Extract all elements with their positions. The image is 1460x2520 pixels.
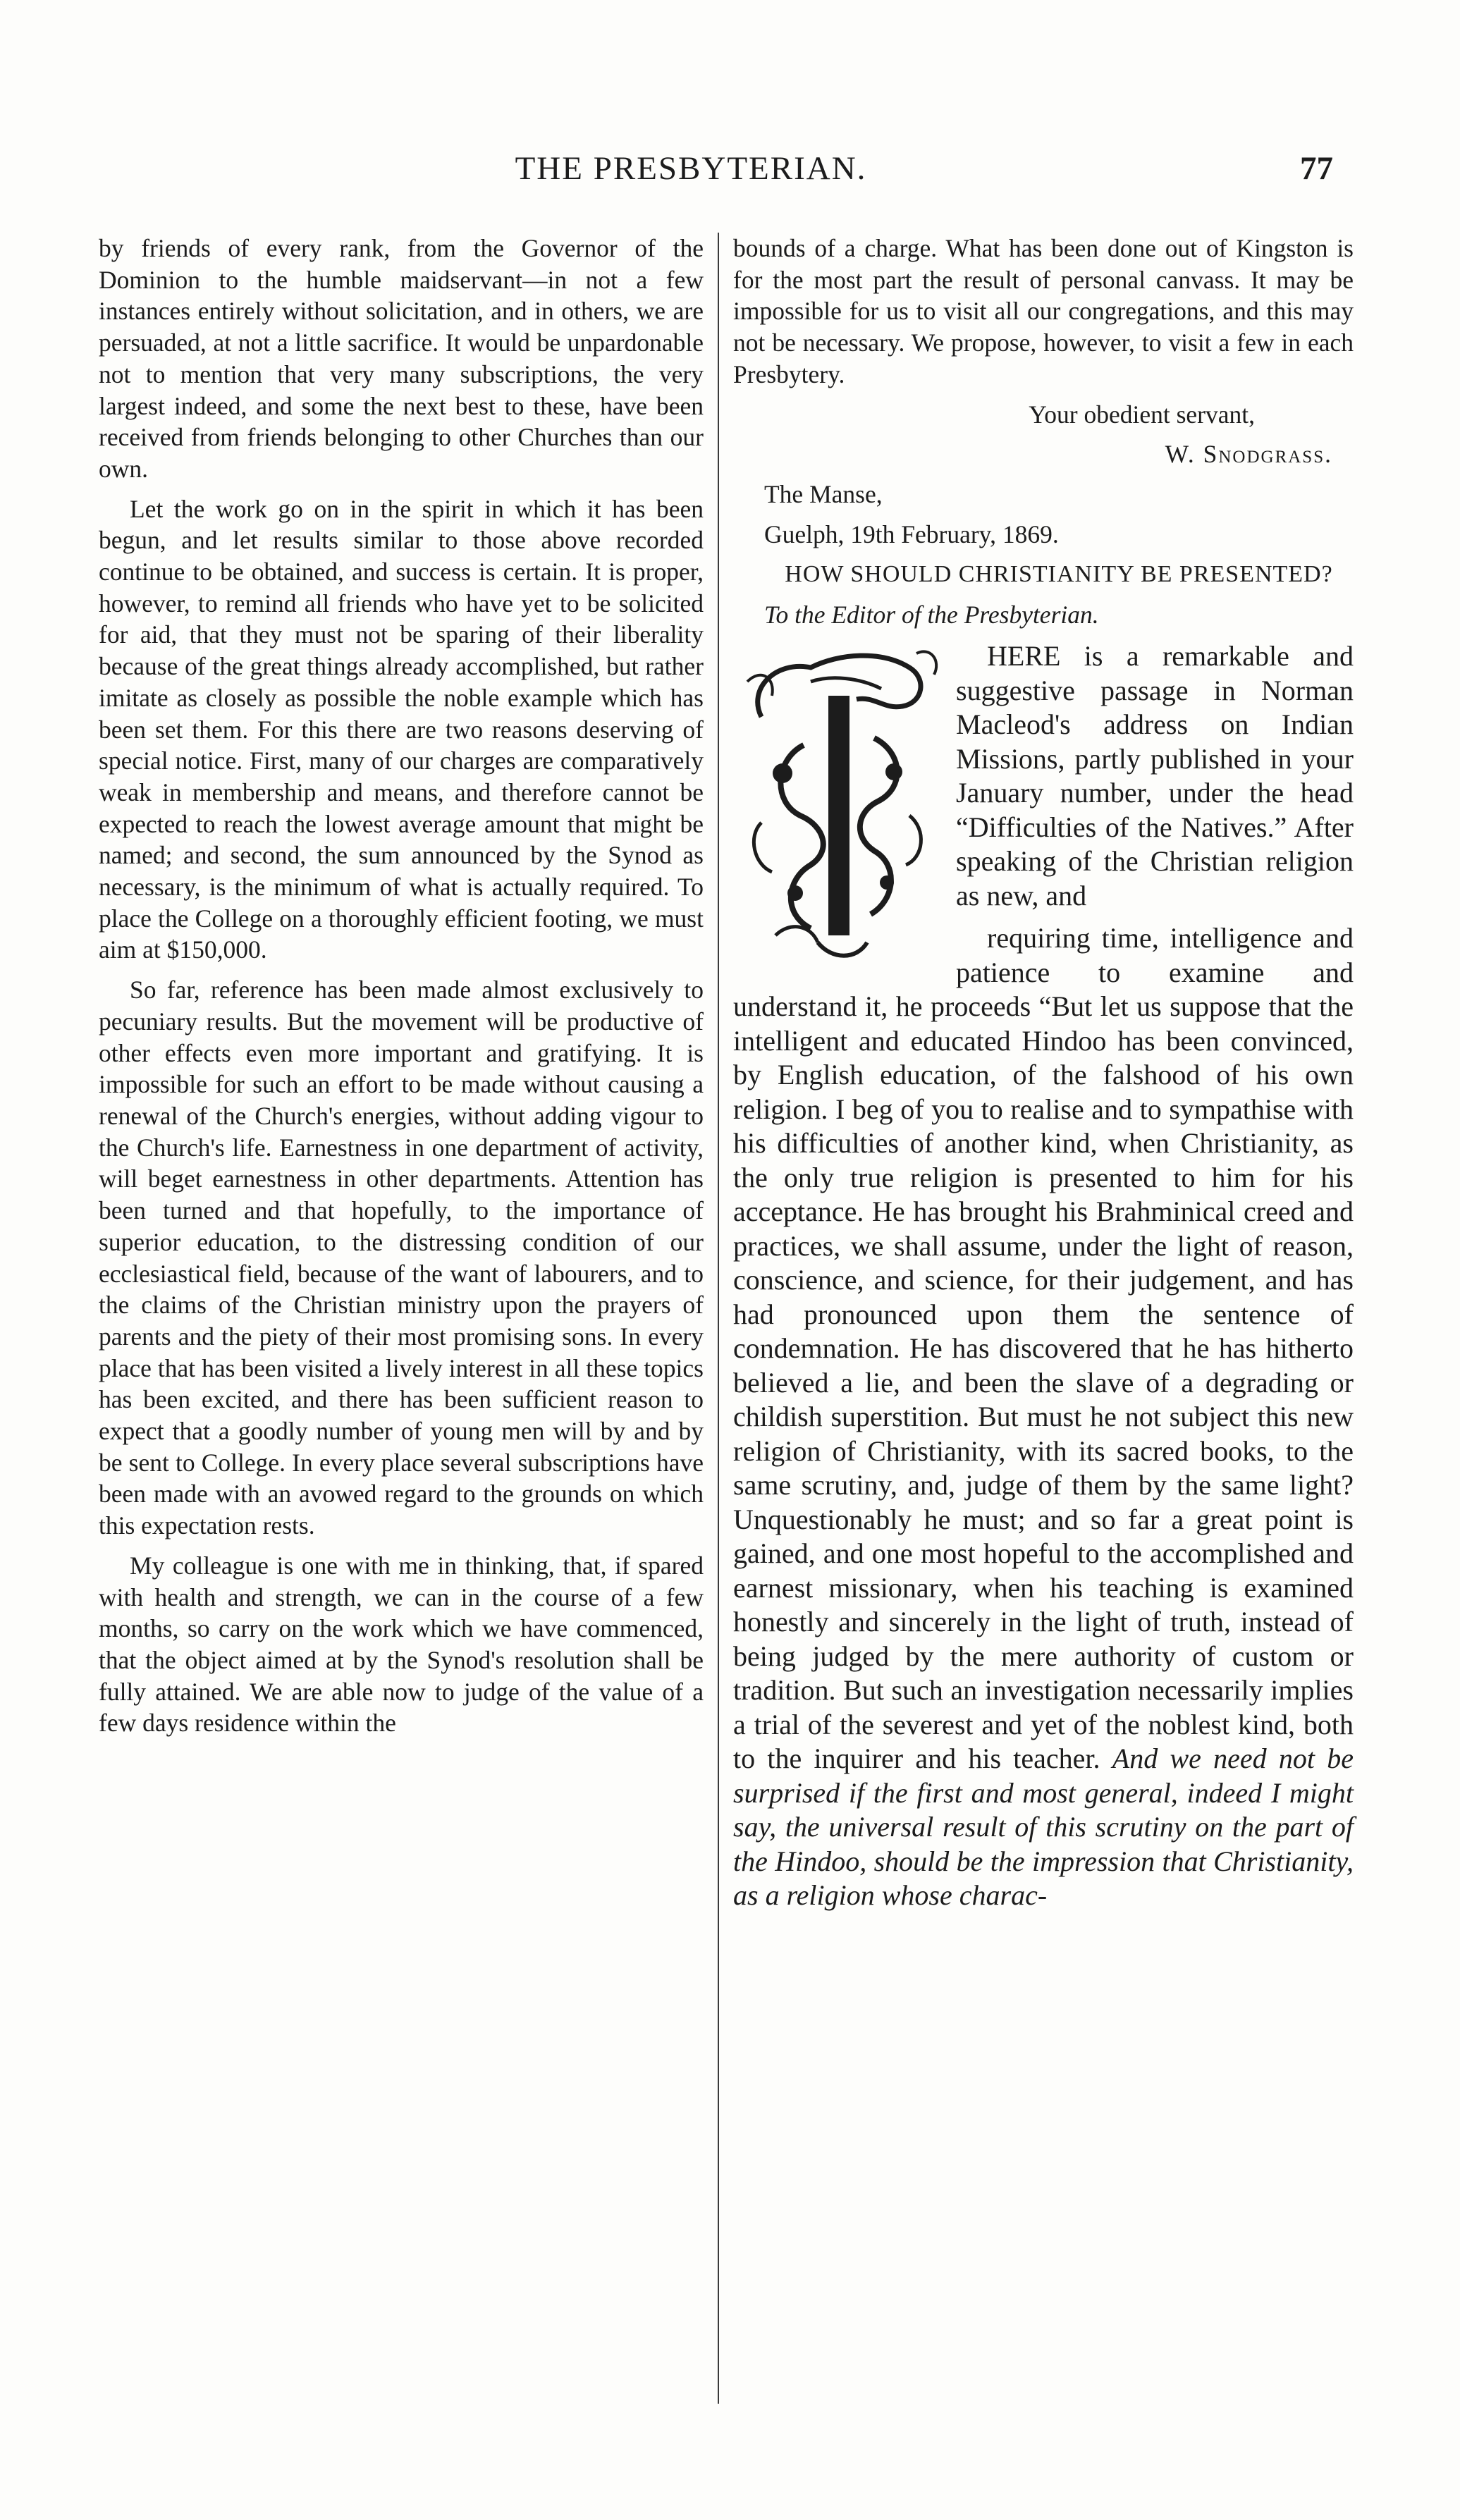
running-head [0,149,1460,199]
left-column [99,233,704,1747]
article-title: HOW SHOULD CHRISTIANITY BE PRESENTED? [785,561,1333,588]
article-dedication: To the Editor of the Presbyterian. [764,601,1099,629]
page-number: 77 [1300,150,1333,187]
dateline-place: The Manse, [764,479,883,508]
right-column [733,233,1354,1922]
left-paragraph-2: Let the work go on in the spirit in which it has been begun, and let results similar to those above recorded continue to be obtained, and success is certain. It is proper, however, to remind all friends who have yet to be solicited for aid, that they must not be sparing of their liberality because of the great things already accomplished, but rather imitate as closely as possible the noble example which has been set them. For this there are two reasons deserving of special notice. First, many of our charges are comparatively weak in membership and means, and therefore cannot be expected to reach the lowest average amount that might be named; and second, the sum announced by the Synod as necessary, is the minimum of what is actually required. To place the College on a thoroughly efficient footing, we must aim at $150,000. [99,494,704,964]
article-lead: HERE is a remarkable and suggestive passage in Norman Macleod's address on Indian Missions, partly published in your January number, under the head “Difficulties of the Natives.” After speaking of the Christian religion as new, and [956,640,1354,911]
letter-signoff: Your obedient servant, [1029,400,1255,429]
left-paragraph-1: by friends of every rank, from the Governor of the Dominion to the humble maidservant—in not a few instances entirely without solicitation, and in others, we are persuaded, at not a little sacrifice. It would be unpardonable not to mention that very many subscriptions, the very largest indeed, and some the next best to these, have been received from friends belonging to other Churches than our own. [99,234,704,483]
article-italic-passage: And we need not be surprised if the first and most general, indeed I might say, the universal result of this scrutiny on the part of the Hindoo, should be the impression that Christianity, as a religion whose charac- [733,1743,1354,1912]
article-opening [733,639,1354,1913]
left-paragraph-4: My colleague is one with me in thinking, that, if spared with health and strength, we can in the course of a few months, so carry on the work which we have commenced, that the object aimed at by the Synod's resolution shall be fully attained. We are able now to judge of the value of a few days residence within the [99,1551,704,1738]
article-body [733,921,1354,1913]
right-paragraph-1: bounds of a charge. What has been done out of Kingston is for the most part the result of personal canvass. It may be impossible for us to visit all our congregations, and this may not be necessary. We propose, however, to visit a few in each Presbytery. [733,234,1354,388]
left-paragraph-3: So far, reference has been made almost exclusively to pecuniary results. But the movement will be productive of other effects even more important and gratifying. It is impossible for such an effort to be made without causing a renewal of the Church's energies, without adding vigour to the Church's life. Earnestness in one department of activity, will beget earnestness in other departments. Attention has been turned and that hopefully, to the importance of superior education, to the distressing condition of our ecclesiastical field, because of the want of labourers, and to the claims of the Christian ministry upon the prayers of parents and the piety of their most promising sons. In every place that has been visited a lively interest in all these topics has been excited, and there has been sufficient reason to expect that a goodly number of young men will by and by be sent to College. In every place several subscriptions have been made with an avowed regard to the grounds on which this expectation rests. [99,976,704,1540]
dateline-date: Guelph, 19th February, 1869. [764,520,1059,548]
article-body-text: requiring time, intelligence and patience to examine and understand it, he proceeds “But let us suppose that the intelligent and educated Hindoo has been convinced, by English education, of the falshood of his own religion. I beg of you to realise and to sympathise with his difficulties of another kind, when Christianity, as the only true religion is presented to him for his acceptance. He has brought his Brahminical creed and practices, we shall assume, under the light of reason, conscience, and science, for their judgement, and has had pronounced upon them the sentence of condemnation. He has discovered that he has hitherto believed a lie, and been the slave of a degrading or childish superstition. But must he not subject this new religion of Christianity, with its sacred books, to the same scrutiny, and, judge of them by the same light? Unquestionably he must; and so far a great point is gained, and one most hopeful to the accomplished and earnest missionary, when his teaching is examined honestly and sincerely in the light of truth, instead of being judged by the mere authority of custom or tradition. But such an investigation necessarily implies a trial of the severest and yet of the noblest kind, both to the inquirer and his teacher. [733,922,1354,1775]
ornamental-drop-cap-icon [733,639,945,971]
running-title: THE PRESBYTERIAN. [515,150,867,187]
column-divider [718,233,719,2404]
letter-signature: W. Snodgrass. [1165,440,1332,469]
